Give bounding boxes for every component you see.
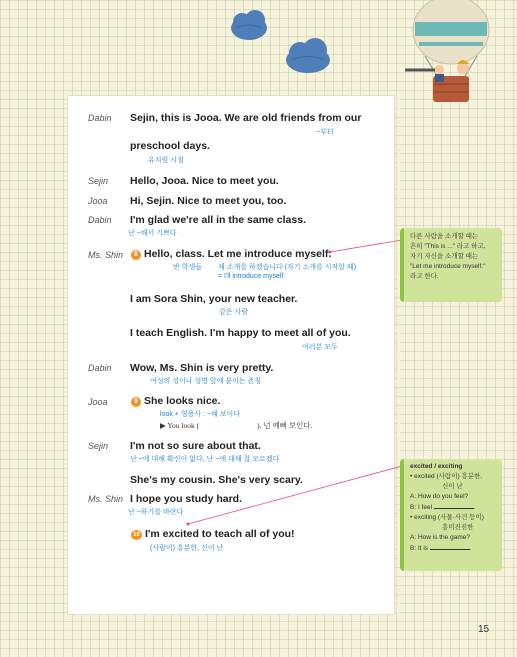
side-note-excited <box>404 459 502 571</box>
dialogue-line: I'm glad we're all in the same class. <box>130 214 306 226</box>
note-line: 자기 자신을 소개할 때는 <box>410 253 479 260</box>
note-line: 흔히 "This is ..." 라고 하고, <box>410 243 486 250</box>
gloss: 난 ~하기를 바란다 <box>128 509 184 516</box>
gloss: 반 학생들 <box>173 264 202 271</box>
note-line: "Let me introduce myself." <box>410 263 486 270</box>
practice-hint-start: ▶ You look ( <box>160 421 200 430</box>
practice-hint-end: ). 넌 예뻐 보인다. <box>257 421 313 430</box>
dialogue-line-text: She looks nice. <box>144 395 221 407</box>
gloss: 난 ~해서 기쁘다 <box>128 230 177 237</box>
note-line: A: How is the game? <box>410 534 470 541</box>
speaker-label: Jooa <box>88 196 108 206</box>
gloss: = I'll introduce myself. <box>218 273 286 280</box>
note-line: 신이 난 <box>442 483 463 490</box>
note-line: • excited (사람이) 흥분한, <box>410 473 483 480</box>
dialogue-line: I hope you study hard. <box>130 493 243 505</box>
speaker-label: Dabin <box>88 363 112 373</box>
note-line: 흥미진진한 <box>442 524 474 531</box>
dialogue-line: Sejin, this is Jooa. We are old friends from our <box>130 112 362 124</box>
note-line: A: How do you feel? <box>410 493 469 500</box>
practice-hint <box>160 420 312 431</box>
speaker-label: Sejin <box>88 176 109 186</box>
dialogue-line: She's my cousin. She's very scary. <box>130 474 303 486</box>
dialogue-line: I am Sora Shin, your new teacher. <box>130 293 298 305</box>
dialogue-line: Wow, Ms. Shin is very pretty. <box>130 362 274 374</box>
speaker-label: Dabin <box>88 113 112 123</box>
gloss: (사람이) 흥분한, 신이 난 <box>150 545 224 552</box>
gloss: 여성의 성이나 성명 앞에 붙이는 존칭 <box>150 378 262 385</box>
side-note-introduce <box>404 228 502 302</box>
speaker-label: Ms. Shin <box>88 494 124 504</box>
note-title: excited / exciting <box>410 463 463 470</box>
gloss: 유치원 시절 <box>148 157 184 164</box>
note-line: B: It is . <box>410 545 472 552</box>
speaker-label: Jooa <box>88 397 108 407</box>
dialogue-line <box>131 248 331 260</box>
gloss: look + 형용사 : ~해 보이다 <box>160 411 241 418</box>
note-line: 라고 한다. <box>410 273 439 280</box>
note-line: • exciting (사물·사건 등이) <box>410 514 484 521</box>
note-line-text: B: I feel <box>410 504 433 511</box>
note-line: 다른 사람을 소개할 때는 <box>410 233 479 240</box>
expression-number-badge: 8 <box>131 250 141 260</box>
speaker-label: Ms. Shin <box>88 250 124 260</box>
dialogue-line-text: Hello, class. Let me introduce myself. <box>144 248 332 260</box>
dialogue-line: Hi, Sejin. Nice to meet you, too. <box>130 195 287 207</box>
note-line-text: B: It is <box>410 545 429 552</box>
dialogue-line-text: I'm excited to teach all of you! <box>145 528 295 540</box>
dialogue-line: I'm not so sure about that. <box>130 440 261 452</box>
gloss: 난 ~에 대해 확신이 없다, 난 ~에 대해 잘 모르겠다 <box>130 456 280 463</box>
gloss: 제 소개를 하겠습니다 (자기 소개를 시작할 때) <box>218 264 357 271</box>
gloss: 여러분 모두 <box>302 344 338 351</box>
dialogue-line <box>131 528 295 540</box>
dialogue-line: preschool days. <box>130 140 210 152</box>
blank-line <box>430 543 470 550</box>
dialogue-line <box>131 395 220 407</box>
dialogue-line: I teach English. I'm happy to meet all of you. <box>130 327 351 339</box>
page-number: 15 <box>478 624 490 635</box>
note-line: B: I feel . <box>410 504 476 511</box>
speaker-label: Sejin <box>88 441 109 451</box>
expression-number-badge: 9 <box>131 397 141 407</box>
speaker-label: Dabin <box>88 215 112 225</box>
blank-line <box>434 502 474 509</box>
expression-number-badge: 10 <box>131 530 142 540</box>
gloss: 같은 사람 <box>219 309 248 316</box>
dialogue-line: Hello, Jooa. Nice to meet you. <box>130 175 279 187</box>
gloss: ~부터 <box>316 129 334 136</box>
